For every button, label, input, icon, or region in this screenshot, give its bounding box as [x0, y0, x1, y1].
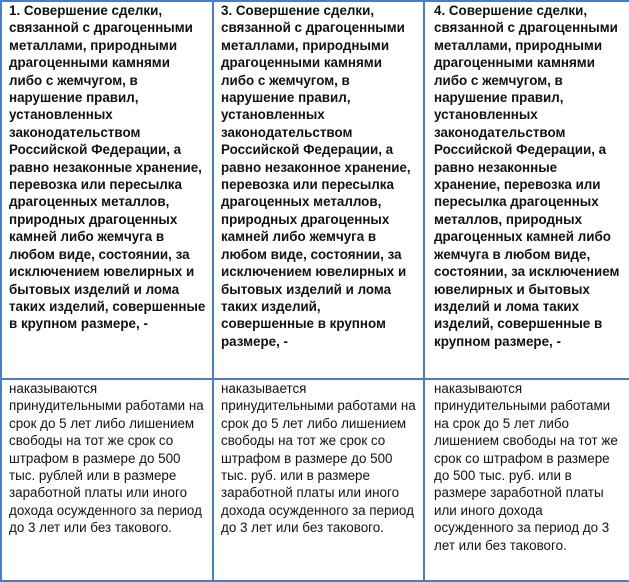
table-cell — [1, 379, 213, 581]
penalty-text: наказываются принудительными работами на срок до 5 лет либо лишением свободы на тот же срок со штрафом в размере до 500 тыс. руб. или в размере заработной платы или иного дохода осужденного за период до 3 лет или без такового. — [434, 381, 618, 553]
table-cell — [213, 379, 424, 581]
article-text: 1. Совершение сделки, связанной с драгоценными металлами, природными драгоценными камнями либо с жемчугом, в нарушение правил, установленных законодательством Российской Федерации, а равно незаконные хранение, перевозка или пересылка драгоценных металлов, природных драгоценных камней либо жемчуга в любом виде, состоянии, за исключением ювелирных и бытовых изделий и лома таких изделий, совершенные в крупном размере, - — [9, 3, 206, 332]
table-cell — [424, 1, 629, 379]
table-cell — [1, 1, 213, 379]
penalty-text: наказываются принудительными работами на срок до 5 лет либо лишением свободы на тот же срок со штрафом в размере до 500 тыс. рублей или в размере заработной платы или иного дохода осужденного за период до 3 лет или без такового. — [9, 381, 204, 536]
table-row — [1, 1, 629, 379]
table-cell — [213, 1, 424, 379]
article-text: 3. Совершение сделки, связанной с драгоценными металлами, природными драгоценными камнями либо с жемчугом, в нарушение правил, установленных законодательством Российской Федерации, а равно незаконное хранение, перевозка или пересылка драгоценных металлов, природных драгоценных камней либо жемчуга в любом виде, состоянии, за исключением ювелирных и бытовых изделий и лома таких изделий, совершенные в крупном размере, - — [221, 3, 411, 349]
table-cell — [424, 379, 629, 581]
article-text: 4. Совершение сделки, связанной с драгоценными металлами, природными драгоценными камнями либо с жемчугом, в нарушение правил, установленных законодательством Российской Федерации, а равно незаконные хранение, перевозка или пересылка драгоценных металлов, природных драгоценных камней либо жемчуга в любом виде, состоянии, за исключением ювелирных и бытовых изделий и лома таких изделий, совершенные в крупном размере, - — [434, 3, 620, 349]
penalty-text: наказывается принудительными работами на срок до 5 лет либо лишением свободы на тот же срок со штрафом в размере до 500 тыс. руб. или в размере заработной платы или иного дохода осужденного за период до 3 лет или без такового. — [221, 381, 416, 536]
table-row — [1, 379, 629, 581]
